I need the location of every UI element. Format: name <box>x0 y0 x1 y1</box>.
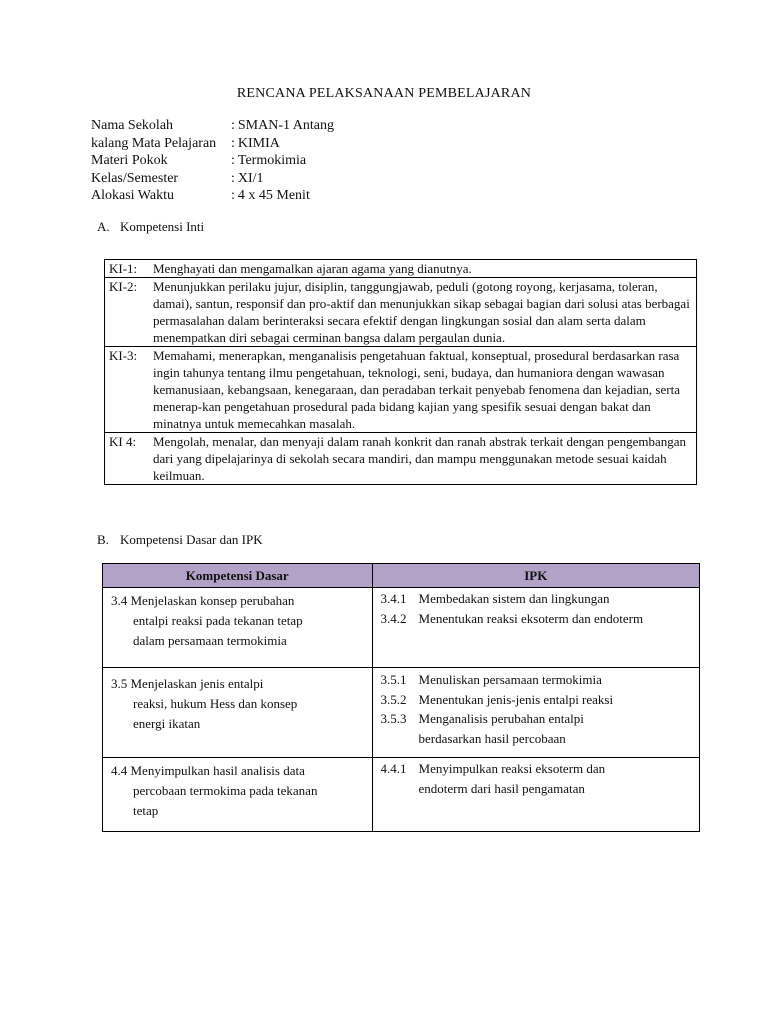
section-title: Kompetensi Dasar dan IPK <box>120 532 263 547</box>
ki-entry <box>109 278 692 346</box>
kd-text: percobaan termokima pada tekanan <box>133 783 318 798</box>
section-a-heading <box>97 219 204 235</box>
ki-code: KI-3: <box>109 348 138 363</box>
ipk-cell <box>372 588 699 668</box>
ipk-text-group <box>419 709 691 748</box>
ki-text: Menunjukkan perilaku jujur, disiplin, tanggungjawab, peduli (gotong royong, kerjasama, toleran, damai), santun, responsif dan pro-aktif dan menunjukkan sikap sebagai bagian dari solusi atas berbagai permasalahan dalam berinteraksi secara efektif dengan lingkungan sosial dan alam serta dalam menempatkan diri sebagai cerminan bangsa dalam pergaulan dunia. <box>153 279 690 345</box>
kd-text: 3.4 Menjelaskan konsep perubahan <box>111 593 295 608</box>
ipk-content <box>373 758 699 806</box>
table-row <box>105 433 697 485</box>
identity-row-subject <box>91 135 334 153</box>
ipk-item <box>381 690 691 710</box>
kd-cell <box>103 668 373 758</box>
ki-entry <box>109 260 692 277</box>
ipk-item <box>381 609 691 629</box>
identity-row-class <box>91 170 334 188</box>
kd-content <box>103 758 372 831</box>
identity-label: Nama Sekolah <box>91 118 174 133</box>
ipk-content <box>373 668 699 756</box>
ki-code: KI 4: <box>109 434 137 449</box>
identity-label: Materi Pokok <box>91 153 168 168</box>
kd-text: 4.4 Menyimpulkan hasil analisis data <box>111 763 305 778</box>
kd-text: dalam persamaan termokimia <box>133 633 287 648</box>
identity-value: XI/1 <box>237 170 264 186</box>
ipk-item <box>381 589 691 609</box>
table-row <box>105 347 697 433</box>
kd-text: entalpi reaksi pada tekanan tetap <box>133 613 303 628</box>
column-header-kd: Kompetensi Dasar <box>103 564 373 588</box>
kd-text: energi ikatan <box>133 716 201 731</box>
ipk-text: endoterm dari hasil pengamatan <box>418 780 585 796</box>
ipk-code: 3.4.2 <box>380 610 407 626</box>
kd-cell <box>103 758 373 832</box>
identity-separator: : <box>231 153 235 168</box>
kd-cell <box>103 588 373 668</box>
identity-label: Alokasi Waktu <box>91 188 174 203</box>
ipk-code: 3.5.3 <box>380 711 407 726</box>
ki-entry <box>109 347 692 432</box>
identity-block <box>91 117 334 205</box>
identity-separator: : <box>231 118 235 133</box>
identity-separator: : <box>231 135 235 151</box>
kompetensi-inti-table <box>104 259 697 485</box>
table-row <box>103 758 700 832</box>
kd-text: 3.5 Menjelaskan jenis entalpi <box>111 676 264 691</box>
table-row <box>105 260 697 278</box>
section-b-heading <box>97 532 263 548</box>
kompetensi-dasar-table <box>102 563 700 832</box>
table-row <box>105 278 697 347</box>
ki-text: Menghayati dan mengamalkan ajaran agama yang dianutnya. <box>153 261 472 276</box>
section-number: A. <box>97 219 110 234</box>
kd-content <box>103 668 372 744</box>
identity-row-school <box>91 117 334 135</box>
table-header-row <box>103 564 700 588</box>
table-row <box>103 668 700 758</box>
identity-value: 4 x 45 Menit <box>237 188 310 203</box>
section-title: Kompetensi Inti <box>120 219 205 234</box>
ki-text: Memahami, menerapkan, menganalisis pengetahuan faktual, konseptual, prosedural berdasarkan rasa ingin tahunya tentang ilmu pengetahuan, teknologi, seni, budaya, dan humaniora dengan wawasan kemanusiaan, kebangsaan, kenegaraan, dan peradaban terkait penyebab fenomena dan kejadian, serta menerap-kan pengetahuan prosedural pada bidang kajian yang spesifik sesuai dengan bakat dan minatnya untuk memecahkan masalah. <box>153 348 680 431</box>
ki-text: Mengolah, menalar, dan menyaji dalam ranah konkrit dan ranah abstrak terkait dengan pengembangan dari yang dipelajarinya di sekolah secara mandiri, dan mampu menggunakan metode sesuai kaidah keilmuan. <box>153 434 686 483</box>
table-cell <box>105 433 697 485</box>
ipk-code: 3.5.1 <box>380 672 407 687</box>
ipk-text: berdasarkan hasil percobaan <box>418 730 566 746</box>
ipk-item <box>381 709 691 748</box>
ipk-code: 3.5.2 <box>380 691 407 707</box>
ipk-text: Menentukan reaksi eksoterm dan endoterm <box>418 610 644 626</box>
table-cell <box>105 347 697 433</box>
ki-code: KI-1: <box>109 261 138 276</box>
document-title: RENCANA PELAKSANAAN PEMBELAJARAN <box>236 86 532 101</box>
kd-text: reaksi, hukum Hess dan konsep <box>133 696 298 711</box>
ipk-cell <box>372 668 699 758</box>
ipk-item <box>381 670 691 690</box>
ipk-code: 4.4.1 <box>380 761 407 776</box>
ipk-code: 3.4.1 <box>380 591 407 606</box>
ipk-text: Menyimpulkan reaksi eksoterm dan <box>418 761 606 776</box>
table-cell <box>105 278 697 347</box>
identity-separator: : <box>231 188 235 203</box>
table-row <box>103 588 700 668</box>
kd-content <box>103 588 372 661</box>
identity-label: Kelas/Semester <box>91 170 179 186</box>
ipk-text: Menuliskan persamaan termokimia <box>418 672 602 687</box>
ipk-content <box>373 588 699 636</box>
ipk-text-group <box>419 759 691 798</box>
ipk-cell <box>372 758 699 832</box>
identity-separator: : <box>231 170 235 186</box>
identity-value: SMAN-1 Antang <box>237 118 334 133</box>
ipk-item <box>381 759 691 798</box>
table-cell <box>105 260 697 278</box>
kd-text: tetap <box>133 803 159 818</box>
section-number: B. <box>97 532 109 547</box>
ki-code: KI-2: <box>109 279 138 294</box>
column-header-ipk: IPK <box>372 564 699 588</box>
identity-value: KIMIA <box>237 135 280 151</box>
identity-value: Termokimia <box>237 153 307 168</box>
ki-entry <box>109 433 692 484</box>
identity-label: kalang Mata Pelajaran <box>91 135 217 151</box>
ipk-text: Menganalisis perubahan entalpi <box>418 711 584 726</box>
identity-row-topic <box>91 152 334 170</box>
ipk-text: Membedakan sistem dan lingkungan <box>418 591 610 606</box>
ipk-text: Menentukan jenis-jenis entalpi reaksi <box>418 691 614 707</box>
identity-row-time <box>91 187 334 205</box>
